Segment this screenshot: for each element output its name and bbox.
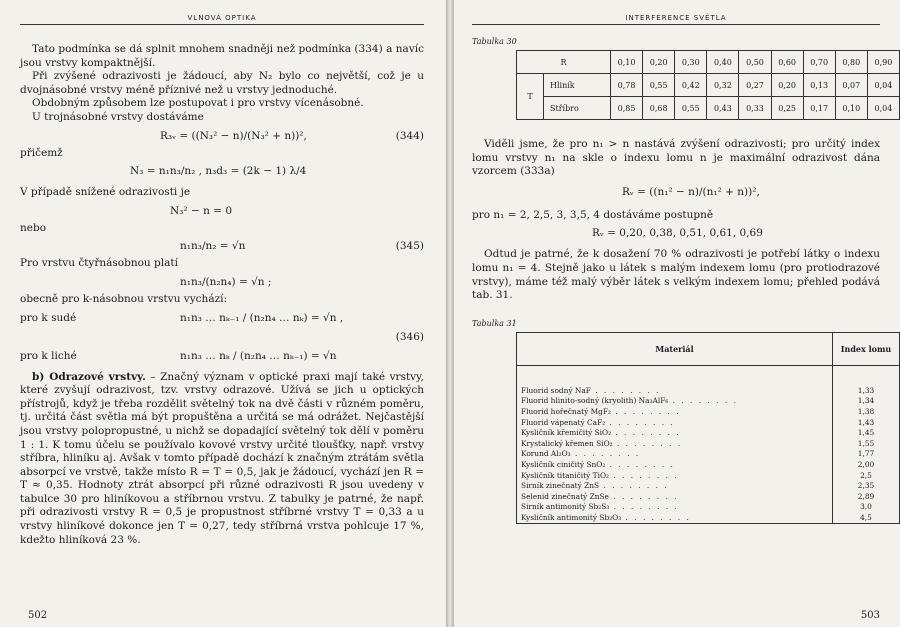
index-cell: 4,5 [833, 513, 900, 524]
equation [20, 307, 424, 329]
material-cell [517, 407, 833, 418]
leader-dots: . . . . . . . . [621, 512, 691, 522]
table-cell: 0,32 [707, 74, 739, 97]
equation-text: Rᵥ = ((n₁² − n)/(n₁² + n))², [622, 185, 760, 198]
text-label: nebo [20, 221, 47, 234]
table-31-caption: Tabulka 31 [472, 318, 517, 328]
index-cell: 1,34 [833, 396, 900, 407]
material-cell [517, 513, 833, 524]
left-page [0, 0, 446, 627]
table-header-cell: R [517, 51, 611, 74]
table-row [517, 97, 900, 120]
table-cell: 0,78 [611, 74, 643, 97]
table-header-cell: Materiál [517, 332, 833, 365]
table-row [517, 51, 900, 74]
equation [20, 200, 424, 222]
material-cell [517, 481, 833, 492]
paragraph: U trojnásobné vrstvy dostáváme [32, 110, 204, 123]
text-label: V případě snížené odrazivosti je [20, 186, 191, 199]
table-cell: 0,80 [835, 51, 867, 74]
leader-dots: . . . . . . . . [599, 481, 669, 491]
table-row [517, 513, 900, 524]
table-row [517, 471, 900, 482]
index-cell: 3,0 [833, 502, 900, 513]
equation-text: n₁n₃ … nₖ₋₁ / (n₂n₄ … nₖ) = √n , [180, 311, 344, 324]
material-name: Korund Al₂O₃ [521, 449, 571, 459]
table-row [517, 407, 900, 418]
material-name: Fluorid vápenatý CaF₂ [521, 417, 606, 427]
equation-text: Rᵥ = 0,20, 0,38, 0,51, 0,61, 0,69 [592, 227, 763, 240]
material-name: Fluorid sodný NaF [521, 385, 591, 395]
table-cell: 0,33 [739, 97, 771, 120]
material-cell [517, 418, 833, 429]
equation-345 [20, 235, 424, 257]
leader-dots: . . . . . . . . [608, 470, 679, 480]
text-label: přičemž [20, 146, 63, 159]
table-cell: 0,42 [675, 74, 707, 97]
table-row-label: Hliník [544, 74, 611, 97]
material-cell [517, 502, 833, 513]
material-cell [517, 449, 833, 460]
leader-dots: . . . . . . . . [611, 428, 681, 438]
running-head-left: VLNOVÁ OPTIKA [20, 14, 424, 25]
material-cell [517, 471, 833, 482]
table-30-caption: Tabulka 30 [472, 37, 517, 46]
equation [20, 271, 424, 293]
index-cell: 1,77 [833, 449, 900, 460]
equation [20, 160, 424, 182]
paragraph: Odtud je patrné, že k dosažení 70 % odrazivosti je potřebí látky o indexu lomu n₁ = 4. Stejně jako u látek s malým indexem lomu (pro protiodrazové vrstvy), máme též malý výběr látek s velkým indexem lomu; přehled podává tab. 31. [472, 248, 880, 302]
table-header-cell: T [517, 74, 544, 120]
equation-text: n₁n₃/n₂ = √n [180, 240, 246, 253]
table-cell: 0,85 [611, 97, 643, 120]
text-label: Pro vrstvu čtyřnásobnou platí [20, 257, 178, 270]
equation-344 [20, 125, 424, 147]
index-cell: 2,5 [833, 471, 900, 482]
material-cell [517, 439, 833, 450]
paragraph: Tato podmínka se dá splnit mnohem snadněji než podmínka (334) a navíc jsou vrstvy kompaktnější. [20, 43, 424, 69]
table-cell: 0,40 [707, 51, 739, 74]
material-name: Sirník zinečnatý ZnS [521, 481, 600, 491]
table-cell: 0,25 [771, 97, 803, 120]
leader-dots: . . . . . . . . [612, 438, 683, 448]
table-row-label: Stříbro [544, 97, 611, 120]
table-row [517, 418, 900, 429]
leader-dots: . . . . . . . . [570, 449, 641, 459]
section-heading: b) Odrazové vrstvy. [32, 370, 146, 383]
table-row [517, 502, 900, 513]
equation-text: N₃² − n = 0 [170, 204, 232, 217]
table-cell: 0,70 [803, 51, 835, 74]
material-cell [517, 428, 833, 439]
material-cell [517, 365, 833, 396]
material-cell [517, 396, 833, 407]
material-name: Kysličník křemičitý SiO₂ [521, 428, 612, 438]
equation [20, 345, 424, 367]
equation [472, 222, 880, 244]
index-cell: 1,43 [833, 418, 900, 429]
material-name: Fluorid hlinito-sodný (kryolith) Na₃AlF₆ [521, 396, 669, 406]
page-number-left: 502 [28, 610, 48, 621]
material-name: Kysličník ciničitý SnO₂ [521, 459, 606, 469]
table-30 [516, 50, 900, 120]
table-cell: 0,04 [867, 97, 899, 120]
index-cell: 1,38 [833, 407, 900, 418]
section-body: – Značný význam v optické praxi mají také vrstvy, které zvyšují odrazivost, tzv. vrstvy odrazové. Užívá se jich u optických přístrojů, když je třeba rozdělit světelný tok na dvě části v různém poměru, tj. určitá část světla má být propuštěna a určitá se má odrážet. Nejčastější jsou vrstvy polopropustné, u nichž se dopadající světelný tok dělí v poměru 1 : 1. K tomu účelu se používalo kovové vrstvy určité tloušťky, např. vrstvy stříbra, hliníku aj. Avšak v tomto případě dochází k značným ztrátám světla absorpcí ve vrstvě, takže místo R = T = 0,5, jak je žádoucí, vychází jen R = T ≈ 0,35. Hodnoty ztrát absorpcí při různé odrazivosti R jsou uvedeny v tabulce 30 pro hliníkovou a stříbrnou vrstvu. Z tabulky je patrné, že např. při odrazivosti vrstvy R = 0,5 je propustnost stříbrné vrstvy T = 0,33 a u vrstvy hliníkové dokonce jen T = 0,27, tedy stříbrná vrstva pohlcuje 17 %, kdežto hliníková 23 %. [20, 370, 424, 546]
text-label: pro k liché [20, 349, 77, 362]
table-row [517, 460, 900, 471]
leader-dots: . . . . . . . . [605, 459, 675, 469]
table-cell: 0,55 [643, 74, 675, 97]
table-cell: 0,20 [771, 74, 803, 97]
equation-text: R₃ᵥ = ((N₃² − n)/(N₃² + n))², [160, 129, 307, 142]
right-page [454, 0, 900, 627]
index-cell: 1,45 [833, 428, 900, 439]
running-head-right: INTERFERENCE SVĚTLA [472, 14, 880, 25]
index-cell: 2,89 [833, 492, 900, 503]
table-cell: 0,43 [707, 97, 739, 120]
equation-number: (346) [395, 330, 424, 343]
table-header-row [517, 332, 900, 365]
table-row [517, 481, 900, 492]
table-cell: 0,68 [643, 97, 675, 120]
table-cell: 0,27 [739, 74, 771, 97]
leader-dots: . . . . . . . . [609, 502, 679, 512]
table-cell: 0,10 [835, 97, 867, 120]
equation-number: (344) [395, 129, 424, 142]
table-row [517, 396, 900, 407]
paragraph: Obdobným způsobem lze postupovat i pro vrstvy vícenásobné. [32, 97, 364, 110]
table-cell: 0,50 [739, 51, 771, 74]
table-row [517, 439, 900, 450]
index-cell: 1,55 [833, 439, 900, 450]
table-row [517, 365, 900, 396]
equation [472, 179, 880, 205]
table-cell: 0,55 [675, 97, 707, 120]
paragraph: Při zvýšené odrazivosti je žádoucí, aby N₂ bylo co největší, což je u dvojnásobné vrstvy méně příznivé než u vrstvy jednoduché. [20, 70, 424, 96]
material-name: Krystalický křemen SiO₂ [521, 438, 613, 448]
paragraph: pro n₁ = 2, 2,5, 3, 3,5, 4 dostáváme postupně [472, 208, 714, 221]
table-cell: 0,60 [771, 51, 803, 74]
table-cell: 0,90 [867, 51, 899, 74]
index-cell: 2,00 [833, 460, 900, 471]
material-cell [517, 492, 833, 503]
book-gutter [446, 0, 454, 627]
paragraph: Viděli jsme, že pro n₁ > n nastává zvýšení odrazivosti; pro určitý index lomu vrstvy n₁ na skle o indexu lomu n je maximální odrazivost dána vzorcem (333a) [472, 138, 880, 178]
section-b-paragraph [20, 371, 424, 548]
table-row [517, 428, 900, 439]
page-number-right: 503 [860, 610, 880, 621]
equation-number: (345) [395, 240, 424, 253]
table-header-cell: Index lomu [833, 332, 900, 365]
text-label: obecně pro k-násobnou vrstvu vychází: [20, 292, 228, 305]
leader-dots: . . . . . . . . [608, 491, 679, 501]
table-cell: 0,17 [803, 97, 835, 120]
leader-dots: . . . . . . . . [668, 396, 738, 406]
index-cell: 1,33 [833, 365, 900, 396]
equation-346 [20, 329, 424, 345]
table-row [517, 449, 900, 460]
leader-dots: . . . . . . . . [610, 406, 681, 416]
table-cell: 0,20 [643, 51, 675, 74]
table-row [517, 492, 900, 503]
material-name: Kysličník titaničitý TiO₂ [521, 470, 609, 480]
equation-text: n₁n₃/(n₂n₄) = √n ; [180, 275, 272, 288]
table-row [517, 74, 900, 97]
leader-dots: . . . . . . . . [605, 417, 675, 427]
table-cell: 0,10 [611, 51, 643, 74]
index-cell: 2,35 [833, 481, 900, 492]
material-name: Selenid zinečnatý ZnSe [521, 491, 609, 501]
table-31 [516, 332, 900, 525]
text-label: pro k sudé [20, 311, 77, 324]
leader-dots: . . . . . . . . [590, 385, 661, 395]
equation-text: n₁n₃ … nₖ / (n₂n₄ … nₖ₋₁) = √n [180, 349, 337, 362]
table-cell: 0,30 [675, 51, 707, 74]
table-cell: 0,07 [835, 74, 867, 97]
material-name: Kysličník antimonitý Sb₂O₃ [521, 512, 622, 522]
material-name: Fluorid hořečnatý MgF₂ [521, 406, 611, 416]
table-cell: 0,13 [803, 74, 835, 97]
equation-text: N₃ = n₁n₃/n₂ , n₃d₃ = (2k − 1) λ/4 [130, 165, 307, 178]
material-name: Sirník antimonitý Sb₂S₃ [521, 502, 610, 512]
material-cell [517, 460, 833, 471]
table-cell: 0,04 [867, 74, 899, 97]
